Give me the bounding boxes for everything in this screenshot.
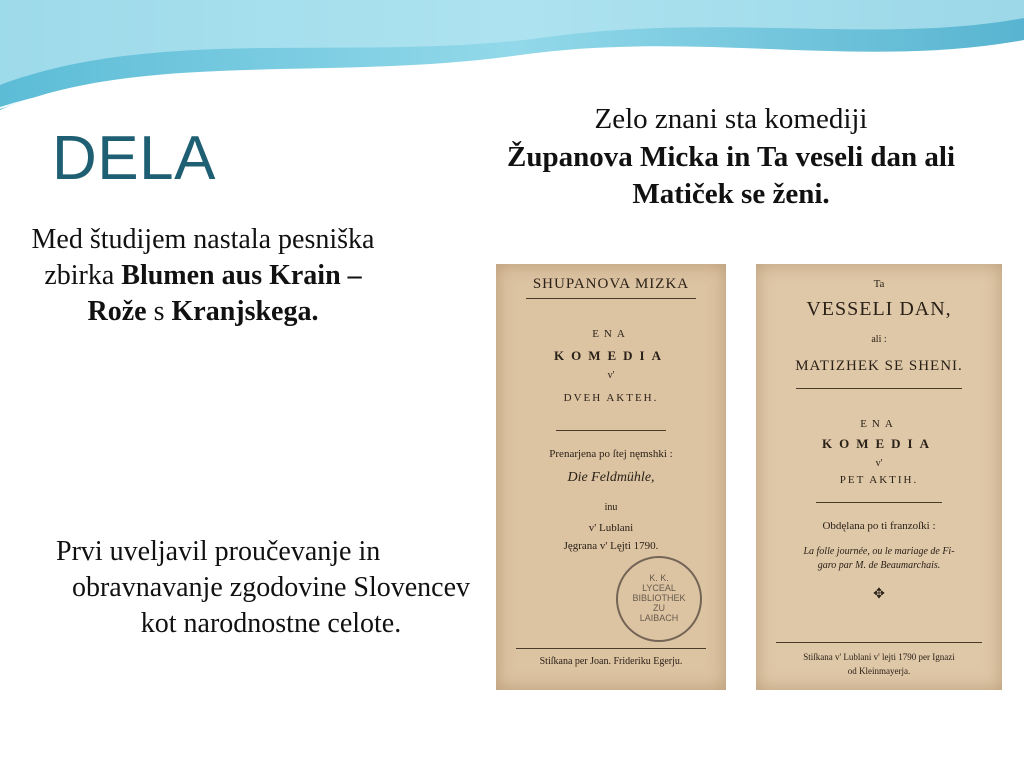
cover1-inu: inu <box>604 502 618 513</box>
cover1-prenarjena: Prenarjena po ſtej nęmshki : <box>549 448 673 460</box>
cover1-title: SHUPANOVA MIZKA <box>532 276 690 292</box>
cover2-stiskana-2: od Kleinmayerja. <box>847 666 911 676</box>
printer-ornament-icon: ✥ <box>873 587 885 602</box>
cover2-rule-2 <box>816 502 942 503</box>
cover1-rule <box>526 298 696 299</box>
library-stamp <box>616 556 702 642</box>
cover2-v: v' <box>875 458 883 469</box>
cover2-matizhek: MATIZHEK SE SHENI. <box>795 358 963 374</box>
right-text-bold: Županova Micka in Ta veseli dan ali Matiček se ženi. <box>506 140 955 211</box>
cover1-jigrana: Jęgrana v' Lęjti 1790. <box>563 540 659 552</box>
cover2-folle-2: garo par M. de Beaumarchais. <box>817 560 941 571</box>
cover1-feldmuhle: Die Feldmühle, <box>567 470 655 485</box>
bottom-text-first: Prvi uveljavil proučevanje in <box>56 536 381 567</box>
stamp-line: LYCEAL <box>642 583 676 594</box>
cover2-rule-3 <box>776 642 982 643</box>
left-text-block <box>18 222 388 329</box>
cover2-ali: ali : <box>871 334 887 345</box>
left-text-bold-end: Kranjskega. <box>171 295 319 327</box>
stamp-line: K. K. <box>649 573 669 584</box>
cover2-folle-1: La folle journée, ou le mariage de Fi- <box>803 546 955 557</box>
cover2-ena: ENA <box>860 418 898 430</box>
cover2-obdelana: Obdęlana po ti franzoſki : <box>822 520 936 532</box>
right-text-line: Zelo znani sta komediji <box>594 103 868 135</box>
cover2-vesseli: VESSELI DAN, <box>806 298 952 320</box>
left-text-mid: s <box>146 295 172 327</box>
cover1-stiskana: Stiſkana per Joan. Frideriku Egerju. <box>539 656 683 667</box>
cover2-pet: PET AKTIH. <box>839 474 919 486</box>
slide-title: DELA <box>52 124 216 193</box>
left-text-plain: Med študijem nastala pesniška zbirka <box>31 224 375 291</box>
left-text-bold-title: Blumen aus Krain – Rože <box>87 259 362 327</box>
cover1-ena: ENA <box>592 328 630 340</box>
cover2-komedia: KOMEDIA <box>822 436 936 451</box>
book-cover-zupanova-micka <box>496 264 726 690</box>
cover1-komedia: KOMEDIA <box>554 348 668 363</box>
cover2-stiskana-1: Stiſkana v' Lublani v' lejti 1790 per Ignazi <box>803 652 955 662</box>
stamp-line: ZU <box>653 602 665 613</box>
stamp-line: LAIBACH <box>639 612 679 623</box>
cover1-lublani: v' Lublani <box>588 522 634 534</box>
cover1-dveh: DVEH AKTEH. <box>563 392 659 404</box>
bottom-text-block <box>56 534 486 641</box>
cover1-rule-2 <box>556 430 666 431</box>
right-text-block <box>498 101 964 214</box>
book-cover-vesseli-dan <box>756 264 1002 690</box>
bottom-text-rest: obravnavanje zgodovine Slovencev kot narodnostne celote. <box>71 571 471 639</box>
stamp-line: BIBLIOTHEK <box>632 593 686 604</box>
cover1-rule-3 <box>516 648 706 649</box>
cover2-rule <box>796 388 962 389</box>
cover2-ta: Ta <box>873 278 885 290</box>
cover1-v: v' <box>607 370 615 381</box>
